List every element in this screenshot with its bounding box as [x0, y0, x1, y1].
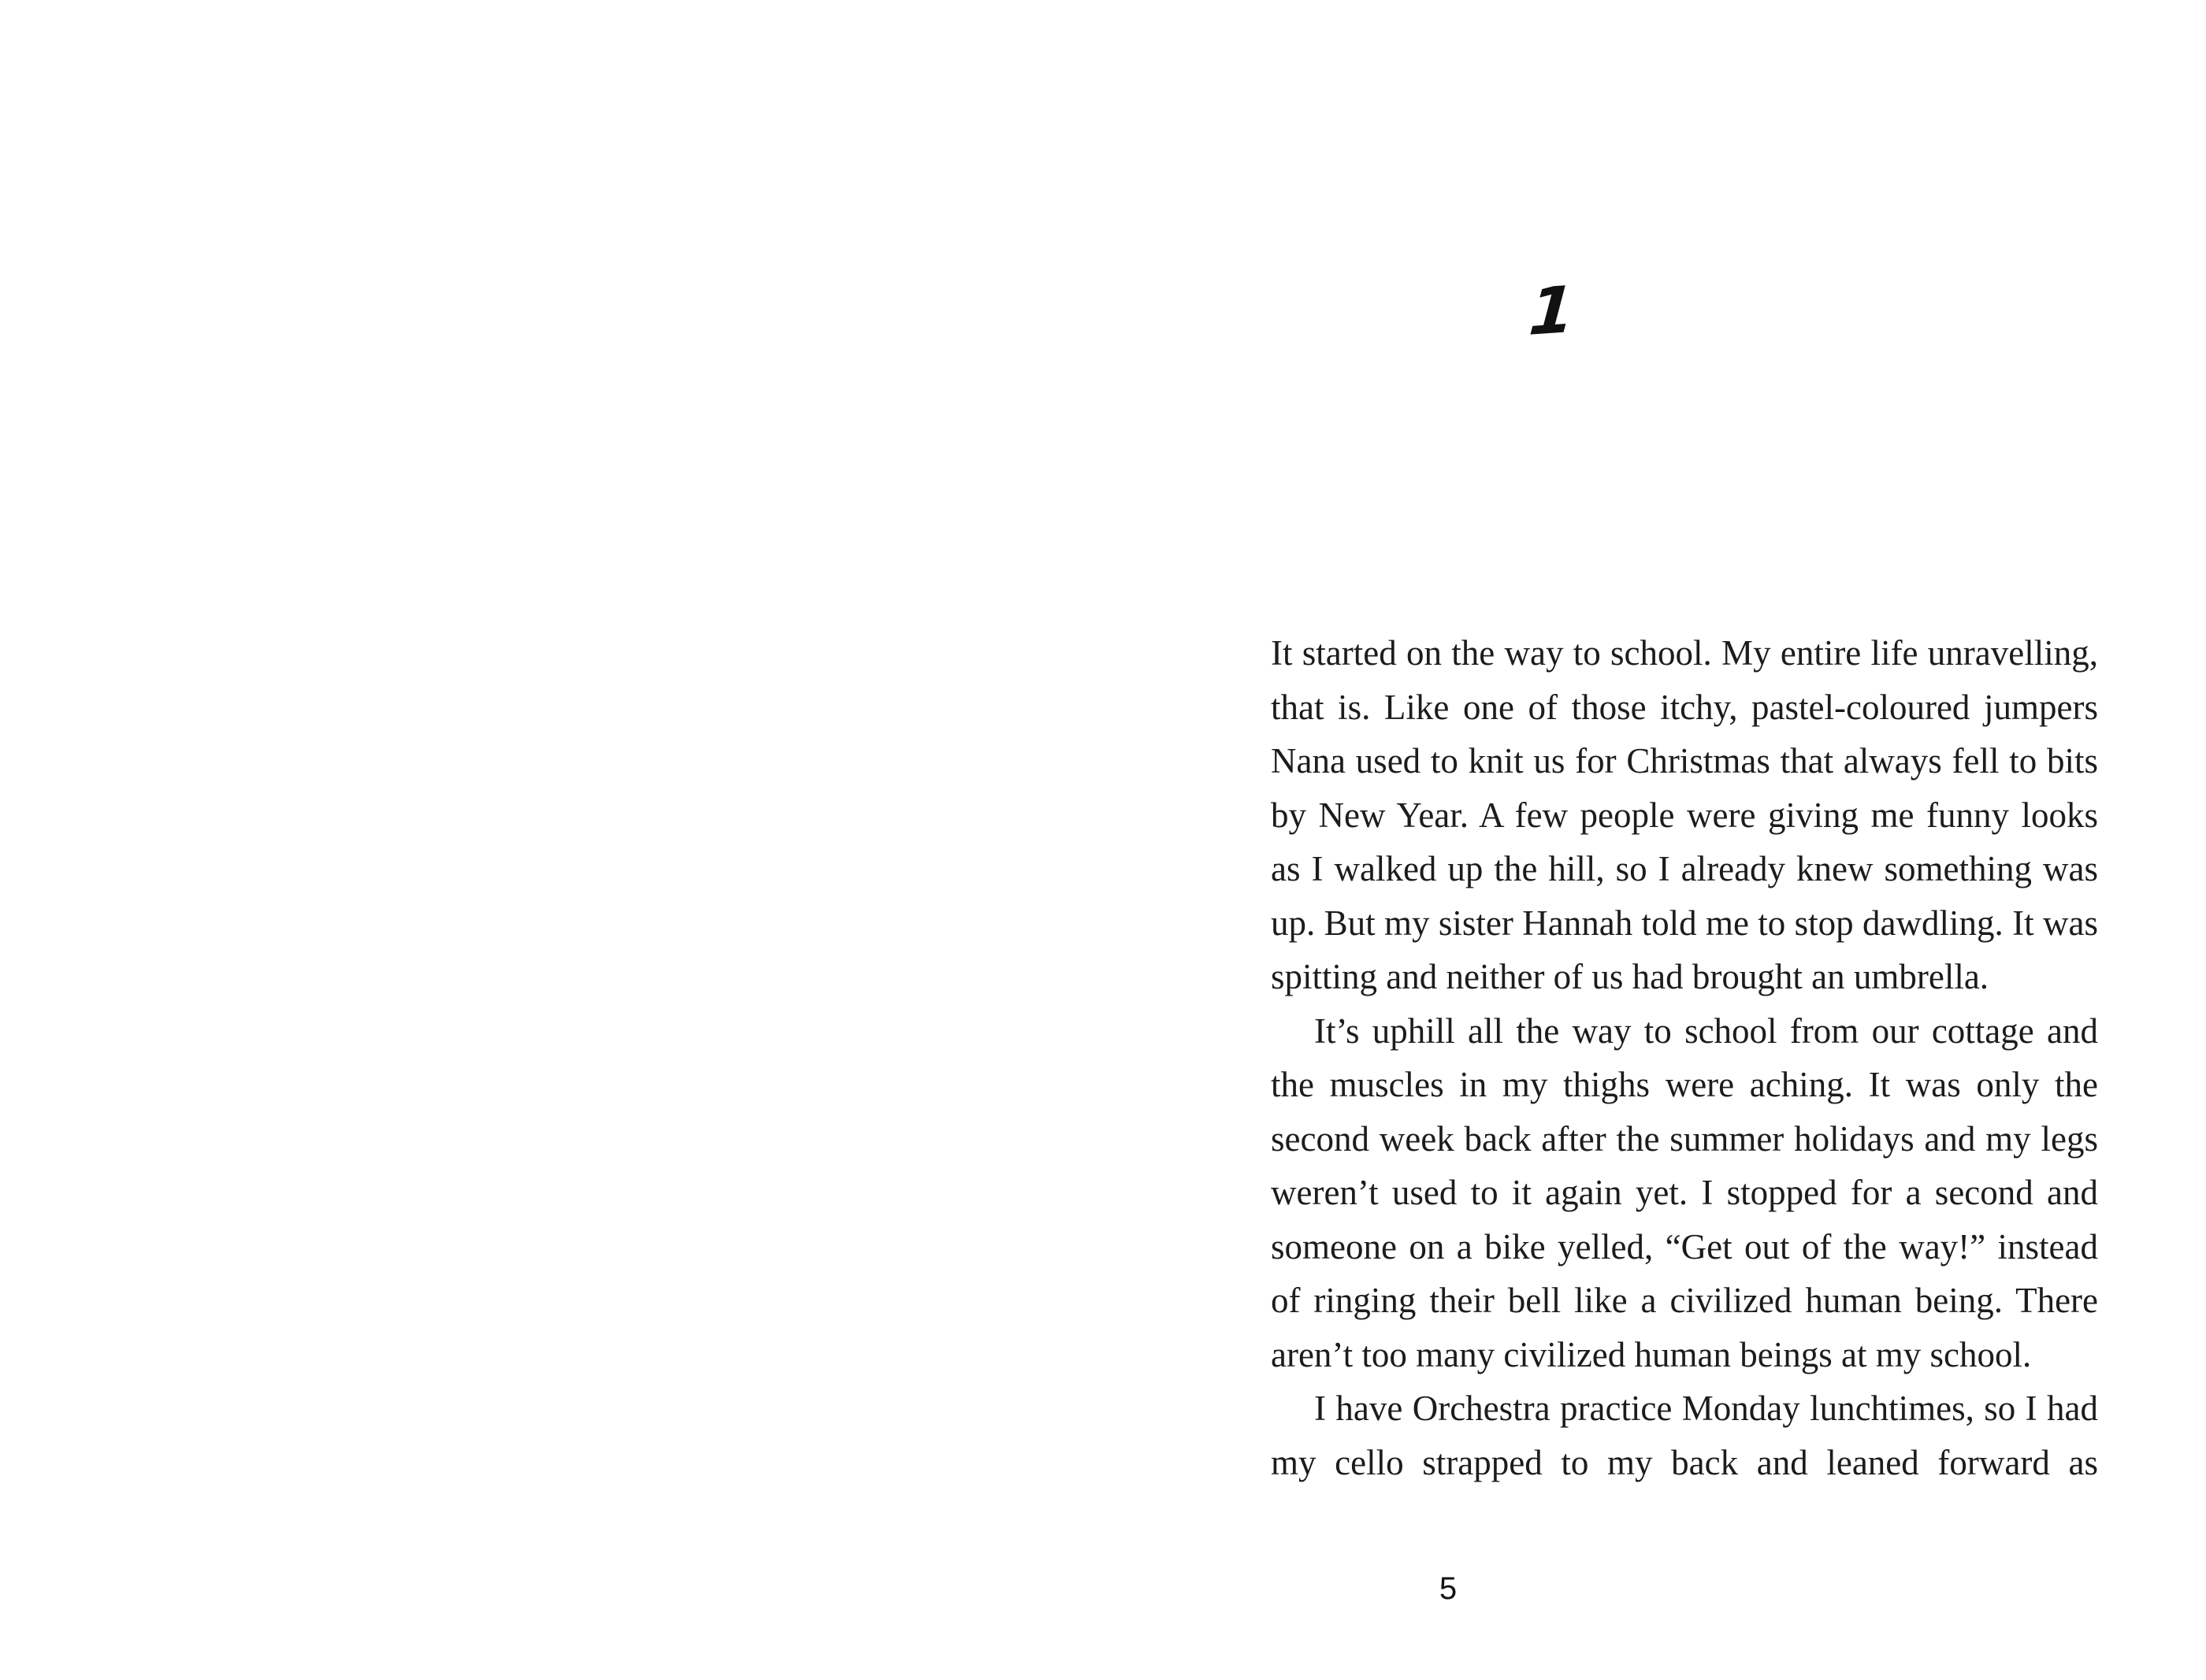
right-page: [1103, 0, 2206, 1680]
paragraph-3: I have Orchestra practice Monday lunchtimes, so I had my cello strapped to my back and leaned forward as: [1271, 1389, 2098, 1482]
chapter-number-text: 1: [1526, 273, 1578, 350]
paragraph-1: It started on the way to school. My entire life unravelling, that is. Like one of those itchy, pastel-coloured jumpers Nana used to knit us for Christmas that always fell to bits by New Year. A few people were giving me funny looks as I walked up the hill, so I already knew something was up. But my sister Hannah told me to stop dawdling. It was spitting and neither of us had brought an umbrella.: [1271, 633, 2098, 996]
paragraph-2: It’s uphill all the way to school from our cottage and the muscles in my thighs were aching. It was only the second week back after the summer holidays and my legs weren’t used to it again yet. I stopped for a second and someone on a bike yelled, “Get out of the way!” instead of ringing their bell like a civilized human being. There aren’t too many civilized human beings at my school.: [1271, 1011, 2098, 1374]
chapter-number: [1363, 273, 1741, 350]
page-number: 5: [1439, 1571, 1458, 1606]
chapter-body-text: [1271, 626, 2098, 1489]
